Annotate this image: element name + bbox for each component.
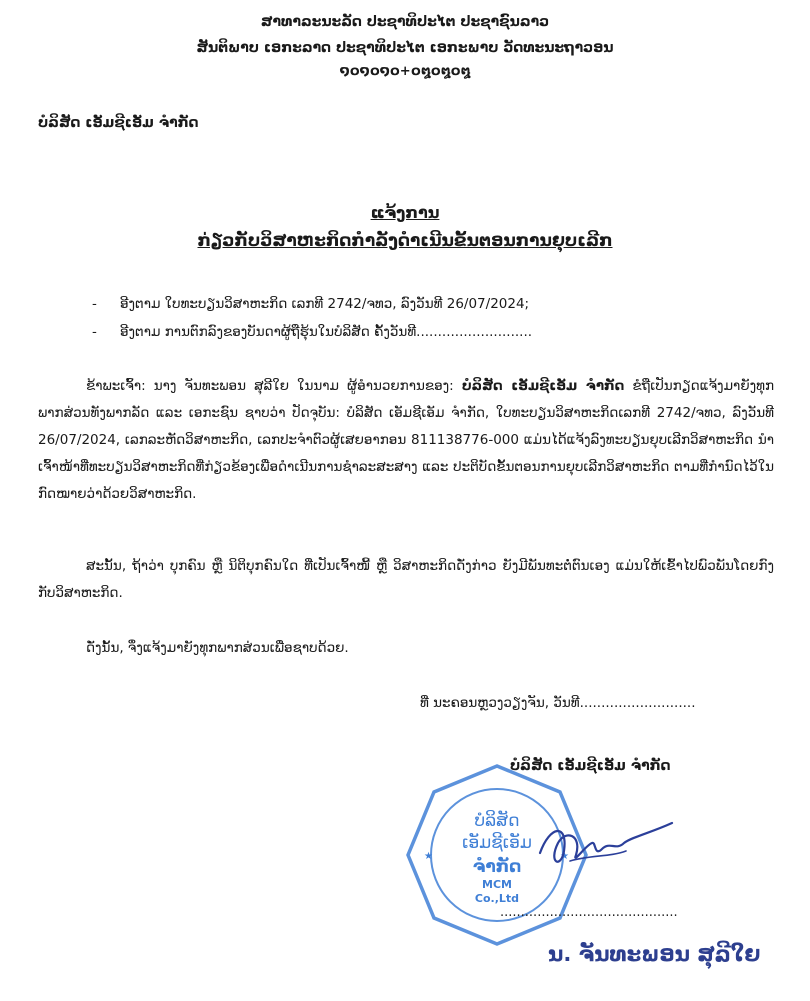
- company-name: ບໍລິສັດ ເອັມຊີເອັມ ຈໍາກັດ: [38, 115, 199, 131]
- place-date: ທີ່ ນະຄອນຫຼວງວຽງຈັນ, ວັນທີ...........................: [420, 695, 696, 711]
- reference-item: - ອີງຕາມ ການຕົກລົງຂອງບັນດາຜູ້ຖືຮຸ້ນໃນບໍລິສັດ ຄັ້ງວັນທີ...........................: [92, 324, 533, 340]
- svg-text:★: ★: [424, 851, 433, 862]
- svg-text:MCM: MCM: [482, 878, 512, 891]
- signature-company: ບໍລິສັດ ເອັມຊີເອັມ ຈໍາກັດ: [510, 758, 671, 774]
- body-paragraph-1: ຂ້າພະເຈົ້າ: ນາງ ຈັນທະພອນ ສຸລີໃຍ ໃນນາມ ຜູ້ອໍານວຍການຂອງ: ບໍລິສັດ ເອັມຊີເອັມ ຈໍາກັດ ຂໍຖືເປັນກຽດແຈ້ງມາຍັງທຸກພາກສ່ວນທັງພາກລັດ ແລະ ເອກະຊົນ ຊາບວ່າ ປັດຈຸບັນ: ບໍລິສັດ ເອັມຊີເອັມ ຈໍາກັດ, ໃບທະບຽນວິສາຫະກິດເລກທີ 2742/ຈທວ, ລົງວັນທີ 26/07/2024, ເລກລະຫັດວິສາຫະກິດ, ເລກປະຈໍາຕົວຜູ້ເສຍອາກອນ 811138776-000 ແມ່ນໄດ້ແຈ້ງລົງທະບຽນຍຸບເລີກວິສາຫະກິດ ນໍາເຈົ້າໜ້າທີ່ທະບຽນວິສາຫະກິດທີ່ກ່ຽວຂ້ອງເພື່ອດໍາເນີນການຊໍາລະສະສາງ ແລະ ປະຕິບັດຂັ້ນຕອນການຍຸບເລີກວິສາຫະກິດ ຕາມທີ່ກໍານົດໄວ້ໃນກົດໝາຍວ່າດ້ວຍວິສາຫະກິດ.: [38, 378, 775, 502]
- svg-text:★: ★: [560, 851, 569, 862]
- notice-title: ແຈ້ງການ: [370, 203, 440, 222]
- company-name-inline: ບໍລິສັດ ເອັມຊີເອັມ ຈໍາກັດ: [461, 378, 625, 394]
- handwritten-signature: [530, 805, 680, 885]
- svg-text:ບໍລິສັດ: ບໍລິສັດ: [474, 811, 520, 831]
- notice-subtitle: ກ່ຽວກັບວິສາຫະກິດກໍາລັງດໍາເນີນຂັ້ນຕອນການຍຸບເລີກ: [197, 231, 613, 251]
- national-header-line1: ສາທາລະນະລັດ ປະຊາທິປະໄຕ ປະຊາຊົນລາວ: [260, 14, 550, 30]
- svg-text:ເອັມຊີເອັມ: ເອັມຊີເອັມ: [462, 833, 532, 853]
- reference-item: - ອີງຕາມ ໃບທະບຽນວິສາຫະກິດ ເລກທີ 2742/ຈທວ, ລົງວັນທີ 26/07/2024;: [92, 296, 530, 312]
- body-paragraph-3: ດັ່ງນັ້ນ, ຈຶ່ງແຈ້ງມາຍັງທຸກພາກສ່ວນເພື່ອຊາບດ້ວຍ.: [86, 640, 349, 656]
- svg-text:Co.,Ltd: Co.,Ltd: [474, 892, 520, 905]
- reference-list: [92, 290, 532, 346]
- body-paragraph-2: ສະນັ້ນ, ຖ້າວ່າ ບຸກຄົນ ຫຼື ນິຕິບຸກຄົນໃດ ທີ່ເປັນເຈົ້າໜີ້ ຫຼື ວິສາຫະກິດດັ່ງກ່າວ ຍັງມີພັນທະຕໍ່ຕົນເອງ ແມ່ນໃຫ້ເຂົ້າໄປພົວພັນໂດຍກົງກັບວິສາຫະກິດ.: [38, 558, 774, 601]
- svg-text:ຈໍາກັດ: ຈໍາກັດ: [472, 857, 522, 877]
- signature-line: ...........................................: [500, 905, 678, 920]
- national-header-ornament: ໑໐໑໐໑໐+໐໘໐໘໐໘: [339, 64, 471, 79]
- signer-name: ນ. ຈັນທະພອນ ສຸລີໃຍ: [548, 942, 761, 966]
- national-header-line2: ສັນຕິພາບ ເອກະລາດ ປະຊາທິປະໄຕ ເອກະພາບ ວັດທະນະຖາວອນ: [196, 40, 614, 56]
